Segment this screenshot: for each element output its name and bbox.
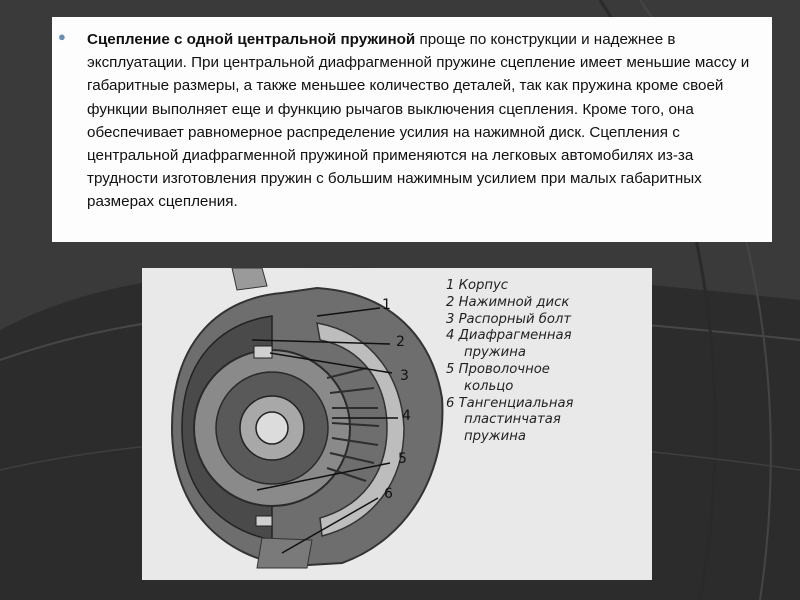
- text-card: [52, 17, 772, 242]
- legend-item-3: 3 Распорный болт: [446, 311, 572, 327]
- legend-item-1: 1 Корпус: [446, 278, 509, 293]
- legend-item-6-cont-2: пружина: [464, 429, 526, 445]
- legend-item-5-cont: кольцо: [464, 378, 514, 394]
- legend-item-6: 6 Тангенциальная: [446, 395, 574, 411]
- legend-item-6-cont-1: пластинчатая: [464, 412, 561, 428]
- callout-6: 6: [384, 486, 393, 502]
- callout-4: 4: [402, 408, 411, 424]
- body-paragraph: [87, 28, 767, 214]
- callout-2: 2: [396, 334, 405, 350]
- lead-bold-text: Сцепление с одной центральной пружиной: [87, 31, 416, 48]
- callout-5: 5: [398, 451, 407, 467]
- body-rest-text: проще по конструкции и надежнее в эксплуатации. При центральной диафрагменной пружине сцепление имеет меньшие массу и габаритные размеры, а также меньшее количество деталей, так как пружина кроме своей функции выполняет еще и функцию рычагов выключения сцепления. Кроме того, она обеспечивает равномерное распределение усилия на нажимной диск. Сцепления с центральной диафрагменной пружиной применяются на легковых автомобилях из-за трудности изготовления пружин с большим нажимным усилием при малых габаритных размерах сцепления.: [87, 31, 750, 211]
- bullet-marker: ●: [58, 29, 66, 44]
- callout-3: 3: [400, 368, 409, 384]
- legend-item-2: 2 Нажимной диск: [446, 294, 570, 310]
- legend-item-4: 4 Диафрагменная: [446, 328, 572, 344]
- legend-item-5: 5 Проволочное: [446, 361, 550, 377]
- figure-legend: [446, 278, 646, 446]
- legend-item-4-cont: пружина: [464, 345, 526, 361]
- callout-1: 1: [382, 297, 391, 313]
